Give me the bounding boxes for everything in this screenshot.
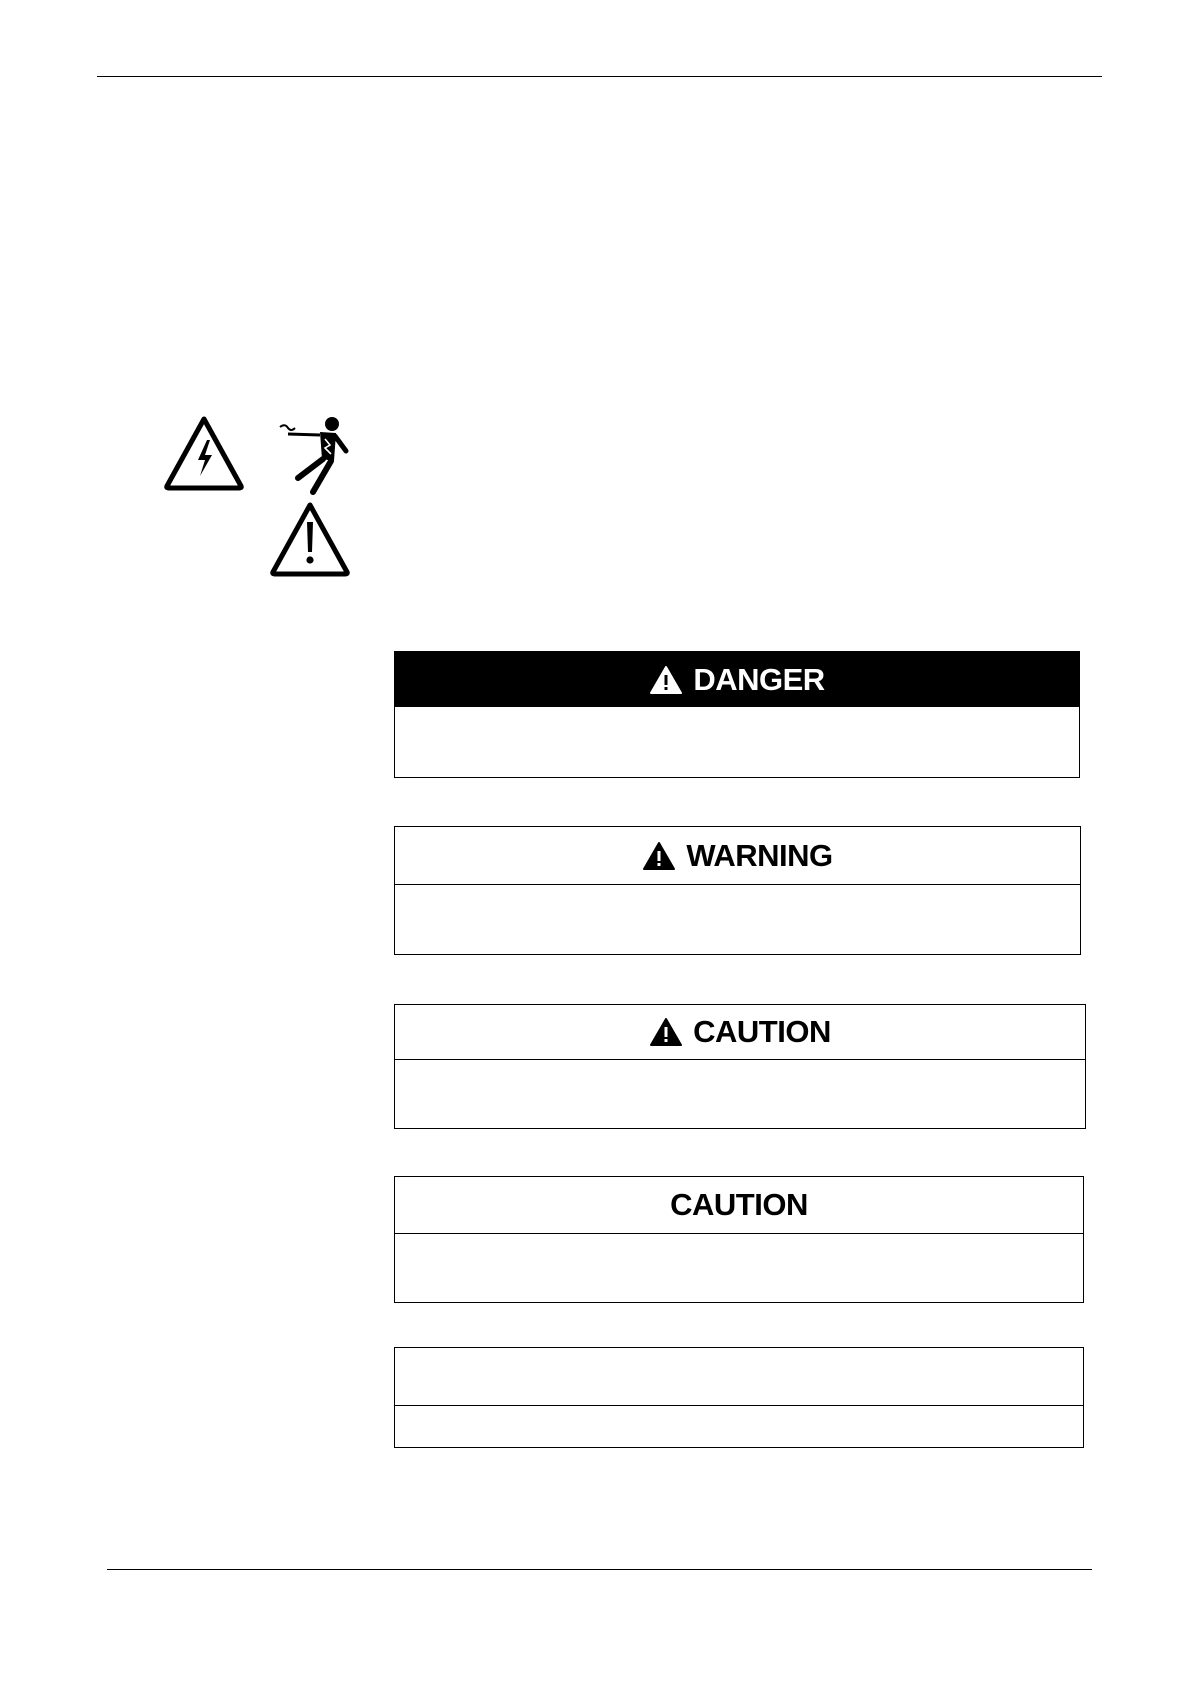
danger-header (395, 652, 1079, 707)
warning-notice (394, 826, 1081, 955)
warning-label: WARNING (686, 837, 833, 873)
caution-notice-plain (394, 1176, 1084, 1303)
electric-hazard-triangle-icon (162, 414, 246, 492)
header-rule (97, 76, 1102, 77)
caution-header-with-symbol (395, 1005, 1085, 1060)
caution-header-plain (395, 1177, 1083, 1234)
danger-notice (394, 651, 1080, 778)
alert-triangle-icon (649, 1017, 683, 1047)
danger-label: DANGER (693, 661, 825, 697)
caution-notice-with-symbol (394, 1004, 1086, 1129)
exclamation-triangle-icon (268, 500, 352, 578)
electrocution-person-icon (276, 415, 368, 495)
alert-triangle-icon (649, 665, 683, 695)
note-box (394, 1347, 1084, 1448)
alert-triangle-icon (642, 841, 676, 871)
footer-rule (107, 1569, 1092, 1570)
warning-header (395, 827, 1080, 885)
caution-label-with-symbol: CAUTION (693, 1014, 831, 1049)
note-box-header (395, 1348, 1083, 1406)
caution-label-plain: CAUTION (670, 1187, 808, 1222)
